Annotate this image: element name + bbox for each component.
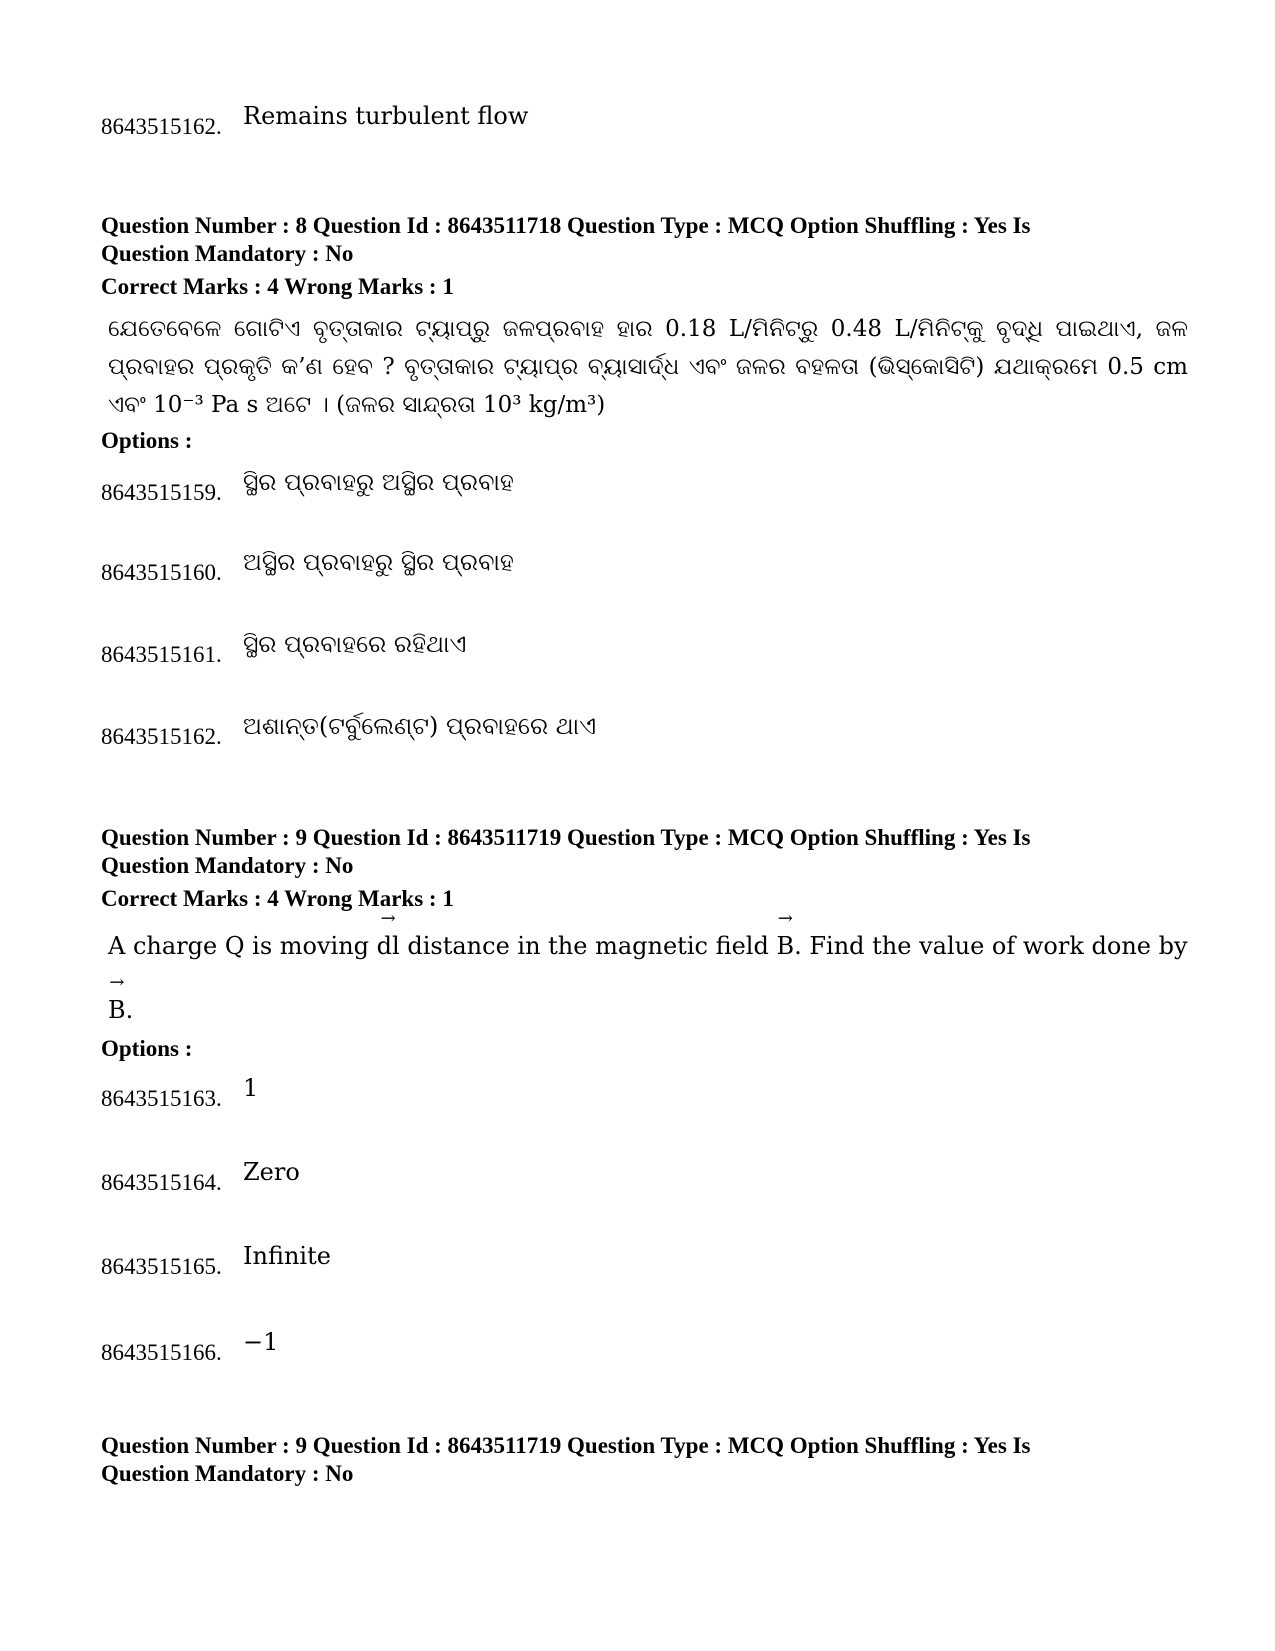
question-text-part: . Find the value of work done by bbox=[794, 932, 1188, 960]
question-text-part: distance in the magnetic field bbox=[407, 932, 769, 960]
vector-arrow: → bbox=[777, 908, 793, 929]
vector-b bbox=[108, 972, 126, 1024]
vector-arrow: → bbox=[109, 972, 125, 993]
question-9-marks: Correct Marks : 4 Wrong Marks : 1 bbox=[101, 886, 454, 911]
option-row bbox=[101, 1234, 1201, 1280]
option-row bbox=[101, 704, 1201, 750]
question-header-line1: Question Number : 9 Question Id : 8643511719 Question Type : MCQ Option Shuffling : Yes Is bbox=[101, 1433, 1031, 1458]
option-text: ସ୍ଥିର ପ୍ରବାହରେ ରହିଥାଏ bbox=[243, 630, 467, 658]
option-id: 8643515166. bbox=[101, 1340, 222, 1365]
question-text-part: . bbox=[125, 996, 134, 1024]
option-id: 8643515161. bbox=[101, 642, 222, 667]
vector-arrow: → bbox=[380, 908, 396, 929]
option-row bbox=[101, 1150, 1201, 1196]
option-text: Remains turbulent flow bbox=[243, 102, 529, 130]
question-text-part: A charge Q is moving bbox=[108, 932, 370, 960]
vector-b bbox=[776, 908, 795, 960]
option-id: 8643515164. bbox=[101, 1170, 222, 1195]
option-text: 1 bbox=[243, 1074, 259, 1102]
option-text: ଅସ୍ଥିର ପ୍ରବାହରୁ ସ୍ଥିର ପ୍ରବାହ bbox=[243, 548, 514, 576]
question-9-text-line1 bbox=[108, 908, 1188, 960]
option-text: Zero bbox=[243, 1158, 300, 1186]
option-id: 8643515163. bbox=[101, 1086, 222, 1111]
question-8-options-label: Options : bbox=[101, 428, 193, 453]
option-row bbox=[101, 462, 1201, 506]
question-9-repeat-header bbox=[101, 1432, 1201, 1488]
question-9-header bbox=[101, 824, 1201, 880]
option-id: 8643515162. bbox=[101, 114, 222, 139]
question-header-line2: Question Mandatory : No bbox=[101, 853, 354, 878]
option-row bbox=[101, 540, 1201, 586]
option-id: 8643515165. bbox=[101, 1254, 222, 1279]
question-header-line2: Question Mandatory : No bbox=[101, 241, 354, 266]
vector-dl bbox=[376, 908, 400, 960]
question-8-header bbox=[101, 212, 1201, 268]
vector-symbol: B bbox=[108, 996, 126, 1024]
option-id: 8643515159. bbox=[101, 480, 222, 505]
option-id: 8643515162. bbox=[101, 724, 222, 749]
option-text: ସ୍ଥିର ପ୍ରବାହରୁ ଅସ୍ଥିର ପ୍ରବାହ bbox=[243, 468, 514, 496]
question-8-marks: Correct Marks : 4 Wrong Marks : 1 bbox=[101, 274, 454, 299]
option-text: ଅଶାନ୍ତ(ଟର୍ବୁଲେଣ୍ଟ) ପ୍ରବାହରେ ଥାଏ bbox=[243, 712, 597, 740]
option-row bbox=[101, 96, 1201, 140]
option-text: −1 bbox=[243, 1328, 279, 1356]
question-header-line1: Question Number : 9 Question Id : 8643511719 Question Type : MCQ Option Shuffling : Yes Is bbox=[101, 825, 1031, 850]
option-row bbox=[101, 622, 1201, 668]
option-text: Infinite bbox=[243, 1242, 331, 1270]
option-row bbox=[101, 1066, 1201, 1112]
question-header-line1: Question Number : 8 Question Id : 8643511718 Question Type : MCQ Option Shuffling : Yes Is bbox=[101, 213, 1031, 238]
vector-symbol: dl bbox=[376, 932, 400, 960]
question-9-text-line2 bbox=[108, 972, 134, 1024]
question-9-options-label: Options : bbox=[101, 1036, 193, 1061]
question-header-line2: Question Mandatory : No bbox=[101, 1461, 354, 1486]
option-id: 8643515160. bbox=[101, 560, 222, 585]
option-row bbox=[101, 1318, 1201, 1366]
vector-symbol: B bbox=[776, 932, 795, 960]
question-8-text: ଯେତେବେଳେ ଗୋଟିଏ ବୃତ୍ତାକାର ଟ୍ୟାପ୍‌ରୁ ଜଳପ୍ରବାହ ହାର 0.18 L/ମିନିଟ୍‌ରୁ 0.48 L/ମିନିଟ୍‌କୁ ବୃଦ୍ଧି ପାଇଥାଏ, ଜଳ ପ୍ରବାହର ପ୍ରକୃତି କ’ଣ ହେବ ? ବୃତ୍ତାକାର ଟ୍ୟାପ୍‌ର ବ୍ୟାସାର୍ଦ୍ଧ ଏବଂ ଜଳର ବହଳତା (ଭିସ୍‌କୋସିଟି) ଯଥାକ୍ରମେ 0.5 cm ଏବଂ 10⁻³ Pa s ଅଟେ । (ଜଳର ସାନ୍ଦ୍ରତା 10³ kg/m³) bbox=[108, 316, 1188, 418]
